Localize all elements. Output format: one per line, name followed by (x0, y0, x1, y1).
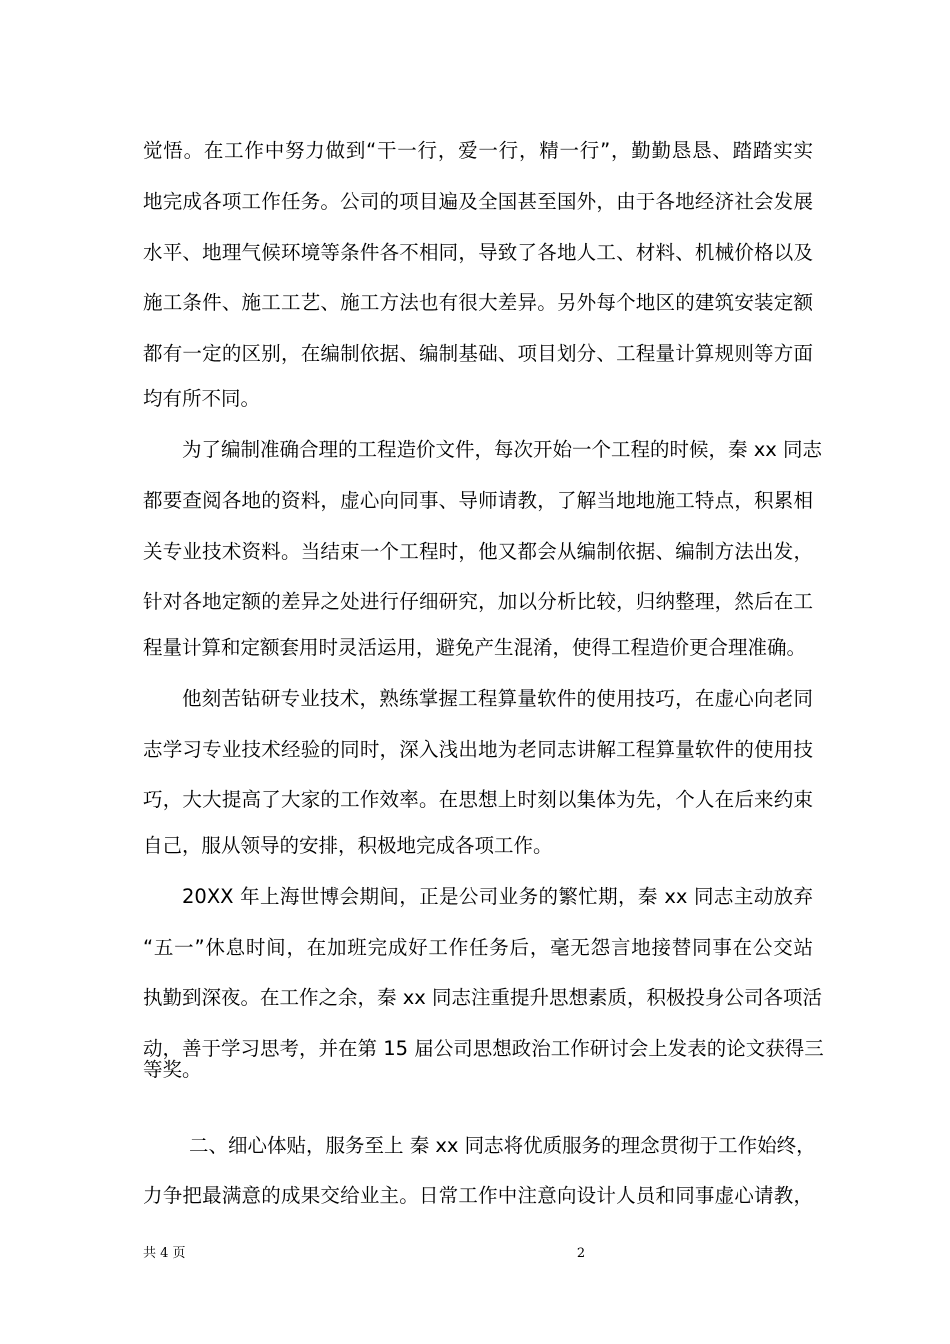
footer-total-pages: 共 4 页 (143, 1246, 186, 1261)
footer-page-number: 2 (576, 1246, 586, 1261)
body-line: 关专业技术资料。当结束一个工程时，他又都会从编制依据、编制方法出发， (143, 540, 813, 563)
paragraph-first-line: 20XX 年上海世博会期间，正是公司业务的繁忙期，秦 xx 同志主动放弃 (182, 885, 813, 908)
body-line: 都要查阅各地的资料，虚心向同事、导师请教，了解当地地施工特点，积累相 (143, 489, 813, 512)
body-line: 执勤到深夜。在工作之余，秦 xx 同志注重提升思想素质，积极投身公司各项活 (143, 986, 822, 1009)
body-line: 自己，服从领导的安排，积极地完成各项工作。 (143, 834, 553, 857)
body-line: 觉悟。在工作中努力做到“干一行，爱一行，精一行”，勤勤恳恳、踏踏实实 (143, 139, 813, 162)
body-line: “五一”休息时间，在加班完成好工作任务后，毫无怨言地接替同事在公交站 (143, 936, 813, 959)
body-line: 水平、地理气候环境等条件各不相同，导致了各地人工、材料、机械价格以及 (143, 241, 813, 264)
body-line: 都有一定的区别，在编制依据、编制基础、项目划分、工程量计算规则等方面 (143, 342, 813, 365)
section-heading-line: 二、细心体贴，服务至上 秦 xx 同志将优质服务的理念贯彻于工作始终， (189, 1134, 816, 1157)
body-line: 等奖。 (143, 1058, 202, 1081)
body-line: 志学习专业技术经验的同时，深入浅出地为老同志讲解工程算量软件的使用技 (143, 738, 813, 761)
body-line: 巧，大大提高了大家的工作效率。在思想上时刻以集体为先，个人在后来约束 (143, 788, 813, 811)
paragraph-first-line: 他刻苦钻研专业技术，熟练掌握工程算量软件的使用技巧，在虚心向老同 (182, 687, 813, 710)
body-line: 针对各地定额的差异之处进行仔细研究，加以分析比较，归纳整理，然后在工 (143, 590, 813, 613)
body-line: 均有所不同。 (143, 387, 261, 410)
body-line: 地完成各项工作任务。公司的项目遍及全国甚至国外，由于各地经济社会发展 (143, 190, 813, 213)
body-line: 施工条件、施工工艺、施工方法也有很大差异。另外每个地区的建筑安装定额 (143, 291, 813, 314)
paragraph-first-line: 为了编制准确合理的工程造价文件，每次开始一个工程的时候，秦 xx 同志 (182, 438, 822, 461)
body-line: 动，善于学习思考，并在第 15 届公司思想政治工作研讨会上发表的论文获得三 (143, 1037, 824, 1060)
body-line: 力争把最满意的成果交给业主。日常工作中注意向设计人员和同事虚心请教， (143, 1184, 813, 1207)
body-line: 程量计算和定额套用时灵活运用，避免产生混淆，使得工程造价更合理准确。 (143, 636, 807, 659)
